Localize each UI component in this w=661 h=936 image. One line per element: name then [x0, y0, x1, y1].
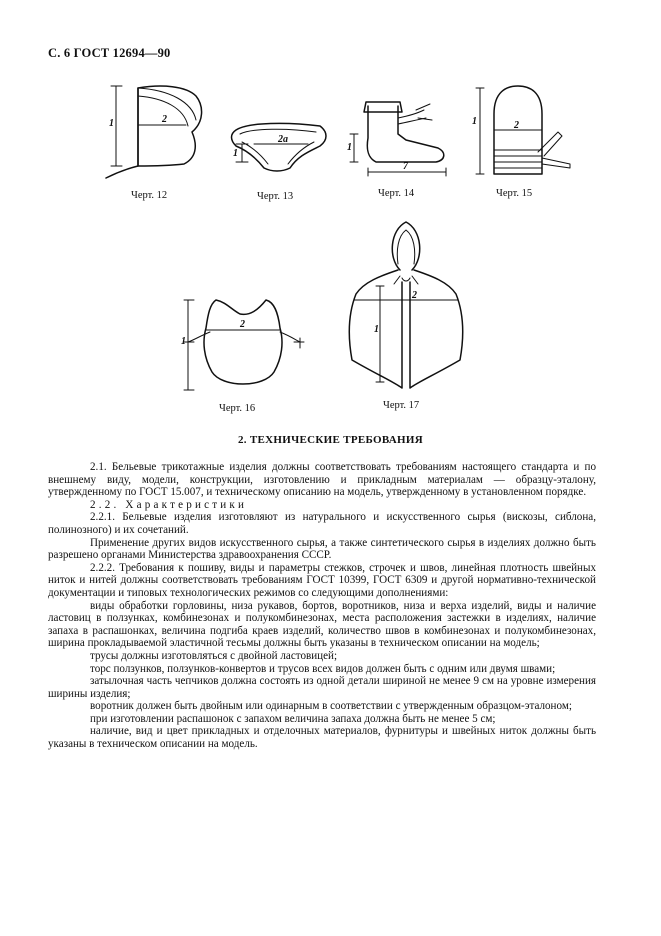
paragraph-torso: торс ползунков, ползунков-конвертов и трусов всех видов должен быть с одним или двумя швами; [90, 662, 556, 675]
page-header: С. 6 ГОСТ 12694—90 [48, 46, 171, 60]
caption-fig-14: Черт. 14 [378, 188, 415, 199]
caption-fig-12: Черт. 12 [131, 190, 168, 201]
figure-17-cape [340, 218, 470, 394]
fig15-dim-1: 1 [472, 116, 477, 127]
paragraph-processing: виды обработки горловины, низа рукавов, бортов, воротников, низа и верха изделий, виды и наличие ластовиц в ползунках, комбинезонах и полукомбинезонах, места расположения застежки в изделиях, наличие запаха в распашонках, величина подгиба краев изделий, количество швов в комбинезонах и полукомбинезонах, ширина прокладываемой эластичной тесьмы должны быть указаны в техническом описании на модель; [48, 599, 596, 650]
fig17-dim-1: 1 [374, 324, 379, 335]
fig14-dim-1: 1 [347, 142, 352, 153]
paragraph-other-raw: Применение других видов искусственного сырья, а также синтетического сырья в изделиях должно быть разрешено органами Министерства здравоохранения СССР. [48, 536, 596, 562]
caption-fig-16: Черт. 16 [219, 403, 256, 414]
paragraph-bonnet: затылочная часть чепчиков должна состоять из одной детали шириной не менее 9 см на уровне измерения ширины изделия; [48, 675, 596, 700]
caption-fig-13: Черт. 13 [257, 191, 294, 202]
paragraph-2-2-2: 2.2.2. Требования к пошиву, виды и параметры стежков, строчек и швов, линейная плотность швейных ниток и нитей должны соответствовать требованиям ГОСТ 10399, ГОСТ 6309 и другой нормативно-технической документации и типовых технологических режимов со следующими дополнениями: [48, 561, 596, 599]
paragraph-2-1: 2.1. Бельевые трикотажные изделия должны соответствовать требованиям настоящего стандарта и по внешнему виду, модели, конструкции, изготовлению и прикладным материалам — образцу-эталону, утвержденному по ГОСТ 15.007, и техническому описанию на модель, утвержденному в установленном порядке. [48, 461, 596, 499]
fig14-dim-7: 7 [403, 161, 408, 172]
figure-16-bib [180, 292, 310, 398]
section-title: 2. ТЕХНИЧЕСКИЕ ТРЕБОВАНИЯ [238, 434, 423, 446]
fig16-dim-2: 2 [240, 319, 245, 330]
figure-15-mitten [466, 84, 576, 184]
paragraph-collar: воротник должен быть двойным или одинарным в соответствии с утвержденным образцом-эталоном; [90, 700, 572, 713]
fig12-dim-2: 2 [162, 114, 167, 125]
paragraph-2-2: 2.2. Характеристики [90, 498, 248, 511]
fig12-dim-1: 1 [109, 118, 114, 129]
figure-12-bonnet [100, 80, 210, 185]
fig16-dim-1: 1 [181, 336, 186, 347]
paragraph-materials: наличие, вид и цвет прикладных и отделочных материалов, фурнитуры и швейных ниток должны быть указаны в техническом описании на модель. [48, 725, 596, 751]
paragraph-wrap: при изготовлении распашонок с запахом величина запаха должна быть не менее 5 см; [90, 712, 496, 725]
paragraph-2-2-1: 2.2.1. Бельевые изделия изготовляют из натурального и искусственного сырья (вискозы, сиблона, полинозного) и их сочетаний. [48, 511, 596, 536]
paragraph-briefs: трусы должны изготовляться с двойной ластовицей; [90, 649, 338, 662]
fig13-dim-2a: 2а [278, 134, 288, 145]
fig17-dim-2: 2 [412, 290, 417, 301]
fig15-dim-2: 2 [514, 120, 519, 131]
figure-13-briefs [228, 118, 332, 180]
figure-14-bootee [346, 98, 452, 188]
body-text [48, 461, 596, 751]
caption-fig-17: Черт. 17 [383, 400, 420, 411]
caption-fig-15: Черт. 15 [496, 188, 533, 199]
fig13-dim-1: 1 [233, 148, 238, 159]
